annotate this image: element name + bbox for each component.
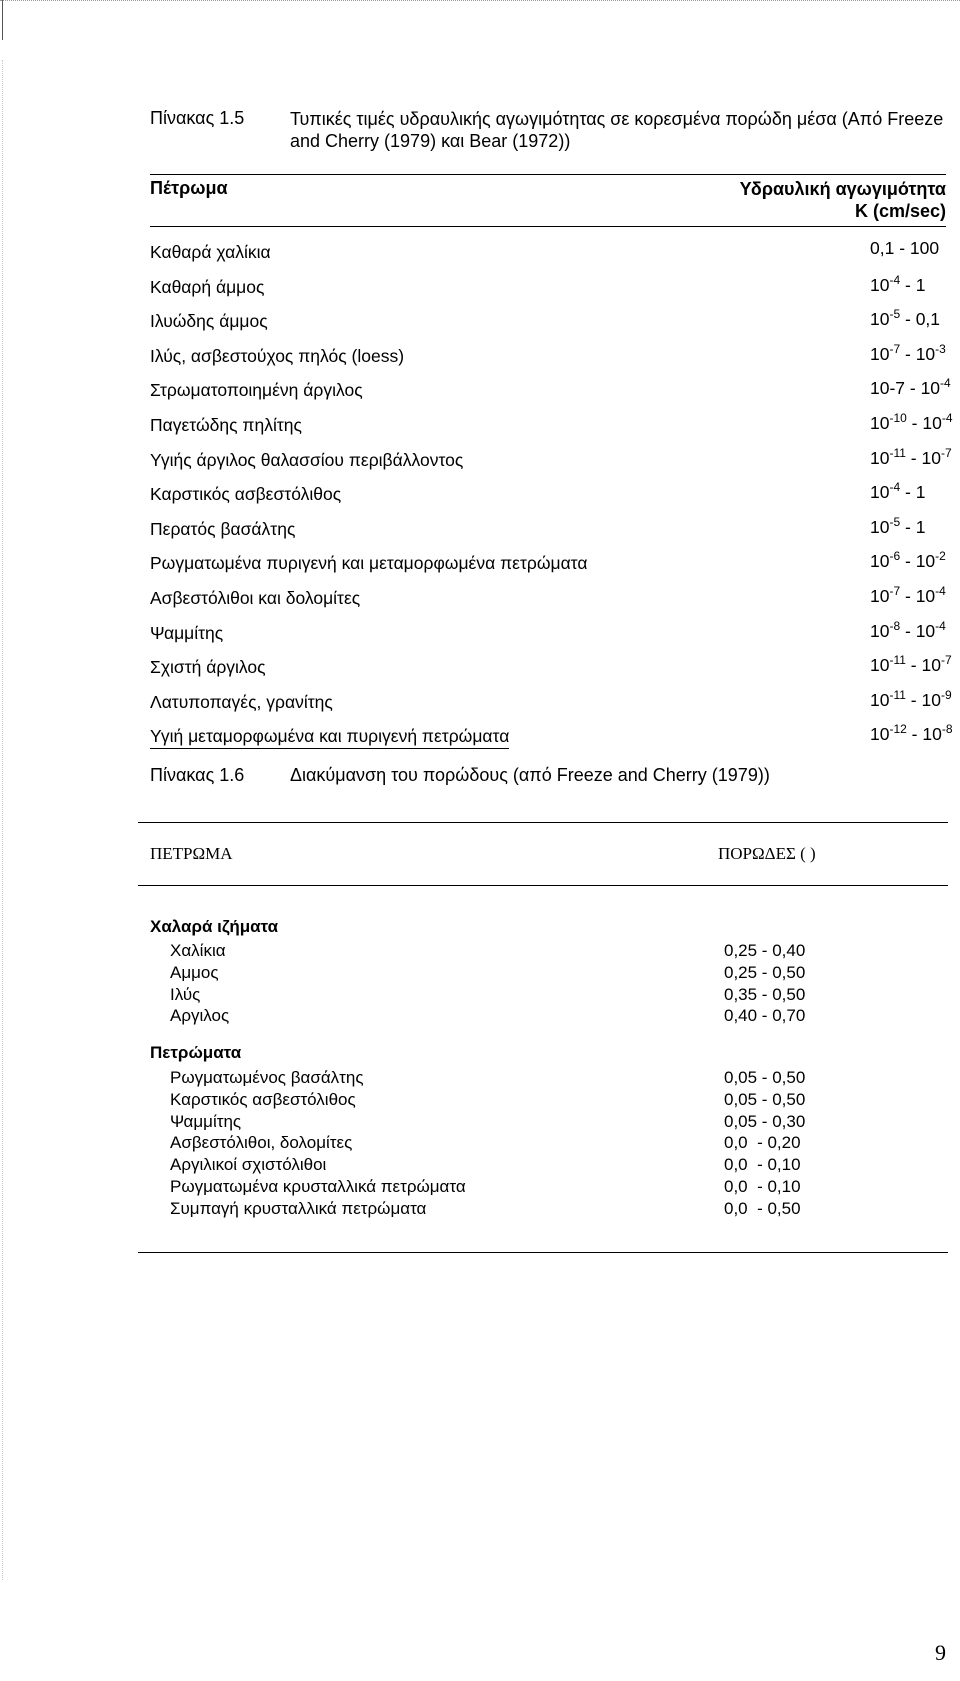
hydraulic-conductivity-value: $10^{-7} - 10^{-4}$ [870, 583, 946, 606]
table-row [150, 722, 953, 761]
hydraulic-conductivity-value: $10^{-11} - 10^{-9}$ [870, 687, 952, 710]
hydraulic-conductivity-value: $10^{-4} - 1$ [870, 272, 926, 295]
porosity-value: 0,0 - 0,20 [724, 1133, 801, 1153]
table-row [150, 307, 941, 346]
table-1-6-number: Πίνακας 1.6 [150, 765, 245, 785]
hydraulic-conductivity-value: 0,1 - 100 [870, 238, 940, 258]
table-row [150, 272, 926, 312]
table-row [150, 549, 946, 588]
table-row [150, 341, 946, 381]
rock-name: Καθαρή άμμος [150, 276, 265, 297]
scan-edge-left [2, 0, 3, 40]
table-row [150, 583, 946, 623]
rock-name: Σχιστή άργιλος [150, 657, 266, 678]
rock-name: Ρωγματωμένα πυριγενή και μεταμορφωμένα πετρώματα [150, 553, 588, 574]
rock-name: Ιλυώδης άμμος [150, 311, 268, 332]
scan-edge-left-dotted [2, 60, 4, 1580]
table-row [170, 1177, 850, 1199]
rock-name: Παγετώδης πηλίτης [150, 414, 302, 435]
rock-name: Ψαμμίτης [170, 1111, 242, 1131]
table-row [170, 1006, 850, 1028]
rock-name: Περατός βασάλτης [150, 518, 296, 539]
table-1-6-bottom-rule [138, 1252, 948, 1253]
table-1-6-col-rock: ΠΕΤΡΩΜΑ [150, 844, 233, 863]
table-1-6-top-rule [138, 822, 948, 823]
table-1-5-col-k-line2: K (cm/sec) [854, 201, 946, 221]
rock-name: Ρωγματωμένα κρυσταλλικά πετρώματα [170, 1176, 466, 1196]
porosity-value: 0,0 - 0,10 [724, 1176, 801, 1196]
table-row [170, 963, 850, 985]
table-1-5-top-rule [150, 174, 946, 175]
rock-name: Ρωγματωμένος βασάλτης [170, 1068, 364, 1087]
page-number: 9 [935, 1640, 946, 1665]
table-row [170, 1090, 850, 1112]
table-row [150, 653, 952, 692]
rock-name: Συμπαγή κρυσταλλικά πετρώματα [170, 1198, 427, 1218]
table-1-5-col-rock: Πέτρωμα [150, 178, 228, 198]
hydraulic-conductivity-value: $10^{-11} - 10^{-7}$ [870, 653, 952, 676]
rock-name: Ασβεστόλιθοι και δολομίτες [150, 587, 361, 608]
hydraulic-conductivity-value: $10^{-6} - 10^{-2}$ [870, 549, 946, 572]
table-1-5-col-k-line1: Υδραυλική αγωγιμότητα [739, 179, 946, 199]
table-1-5-col-k [680, 178, 946, 222]
table-row [170, 1199, 850, 1221]
table-1-6-group-list [170, 941, 850, 1028]
porosity-value: 0,0 - 0,50 [724, 1198, 801, 1218]
rock-name: Καρστικός ασβεστόλιθος [150, 484, 342, 505]
porosity-value: 0,05 - 0,30 [724, 1111, 806, 1131]
table-row [150, 376, 951, 415]
table-1-5-title: Τυπικές τιμές υδραυλικής αγωγιμότητας σε κορεσμένα πορώδη μέσα (Από Freeze and Cherry (1979) και Bear (1972)) [290, 109, 944, 151]
porosity-value: 0,05 - 0,50 [724, 1068, 806, 1087]
rock-name: Αργιλος [170, 1006, 230, 1026]
hydraulic-conductivity-value: $10^{-10} - 10^{-4}$ [870, 410, 953, 433]
table-row [150, 480, 926, 519]
rock-name: Ιλύς, ασβεστούχος πηλός (loess) [150, 345, 405, 366]
rock-name: Αργιλικοί σχιστόλιθοι [170, 1155, 327, 1175]
hydraulic-conductivity-value: $10-7 - 10^{-4}$ [870, 376, 951, 399]
table-row [150, 687, 952, 727]
table-row [150, 445, 952, 485]
rock-name: Χαλίκια [170, 941, 226, 960]
table-1-6-group-title: Πετρώματα [150, 1043, 242, 1062]
table-row [170, 941, 850, 963]
rock-name: Υγιής άργιλος θαλασσίου περιβάλλοντος [150, 449, 464, 470]
table-1-6-header-rule [138, 885, 948, 886]
porosity-value: 0,40 - 0,70 [724, 1006, 806, 1026]
scan-edge-top [0, 0, 960, 5]
table-row [170, 1068, 850, 1090]
rock-name: Ασβεστόλιθοι, δολομίτες [170, 1133, 353, 1153]
porosity-value: 0,0 - 0,10 [724, 1155, 801, 1175]
rock-name: Λατυποπαγές, γρανίτης [150, 691, 333, 712]
rock-name: Αμμος [170, 962, 219, 982]
table-1-6-title: Διακύμανση του πορώδους (από Freeze and Cherry (1979)) [290, 765, 770, 785]
hydraulic-conductivity-value: $10^{-5} - 0,1$ [870, 307, 941, 330]
table-row [170, 1133, 850, 1155]
hydraulic-conductivity-value: $10^{-8} - 10^{-4}$ [870, 618, 946, 641]
table-1-5-number: Πίνακας 1.5 [150, 108, 245, 128]
rock-name: Ιλύς [170, 984, 201, 1004]
porosity-value: 0,35 - 0,50 [724, 984, 806, 1004]
table-row [150, 514, 926, 554]
table-row [150, 238, 940, 277]
porosity-value: 0,25 - 0,40 [724, 941, 806, 960]
table-1-6-group-list [170, 1068, 850, 1221]
hydraulic-conductivity-value: $10^{-11} - 10^{-7}$ [870, 445, 952, 468]
table-row [170, 1112, 850, 1134]
table-row [150, 618, 946, 658]
hydraulic-conductivity-value: $10^{-5} - 1$ [870, 514, 926, 537]
table-1-5-header-rule [150, 226, 946, 227]
porosity-value: 0,05 - 0,50 [724, 1089, 806, 1109]
hydraulic-conductivity-value: $10^{-7} - 10^{-3}$ [870, 341, 946, 364]
table-1-5-body [150, 238, 953, 761]
porosity-value: 0,25 - 0,50 [724, 962, 806, 982]
rock-name: Καρστικός ασβεστόλιθος [170, 1089, 356, 1109]
hydraulic-conductivity-value: $10^{-12} - 10^{-8}$ [870, 722, 953, 745]
rock-name: Στρωματοποιημένη άργιλος [150, 380, 363, 401]
table-row [170, 1155, 850, 1177]
rock-name: Ψαμμίτης [150, 622, 224, 643]
rock-name: Υγιή μεταμορφωμένα και πυριγενή πετρώματα [150, 726, 509, 749]
table-1-6-col-porosity: ΠΟΡΩΔΕΣ ( ) [718, 844, 816, 863]
rock-name: Καθαρά χαλίκια [150, 242, 271, 262]
table-row [170, 985, 850, 1007]
table-1-6-group-title: Χαλαρά ιζήματα [150, 917, 279, 936]
hydraulic-conductivity-value: $10^{-4} - 1$ [870, 480, 926, 503]
table-row [150, 410, 953, 450]
